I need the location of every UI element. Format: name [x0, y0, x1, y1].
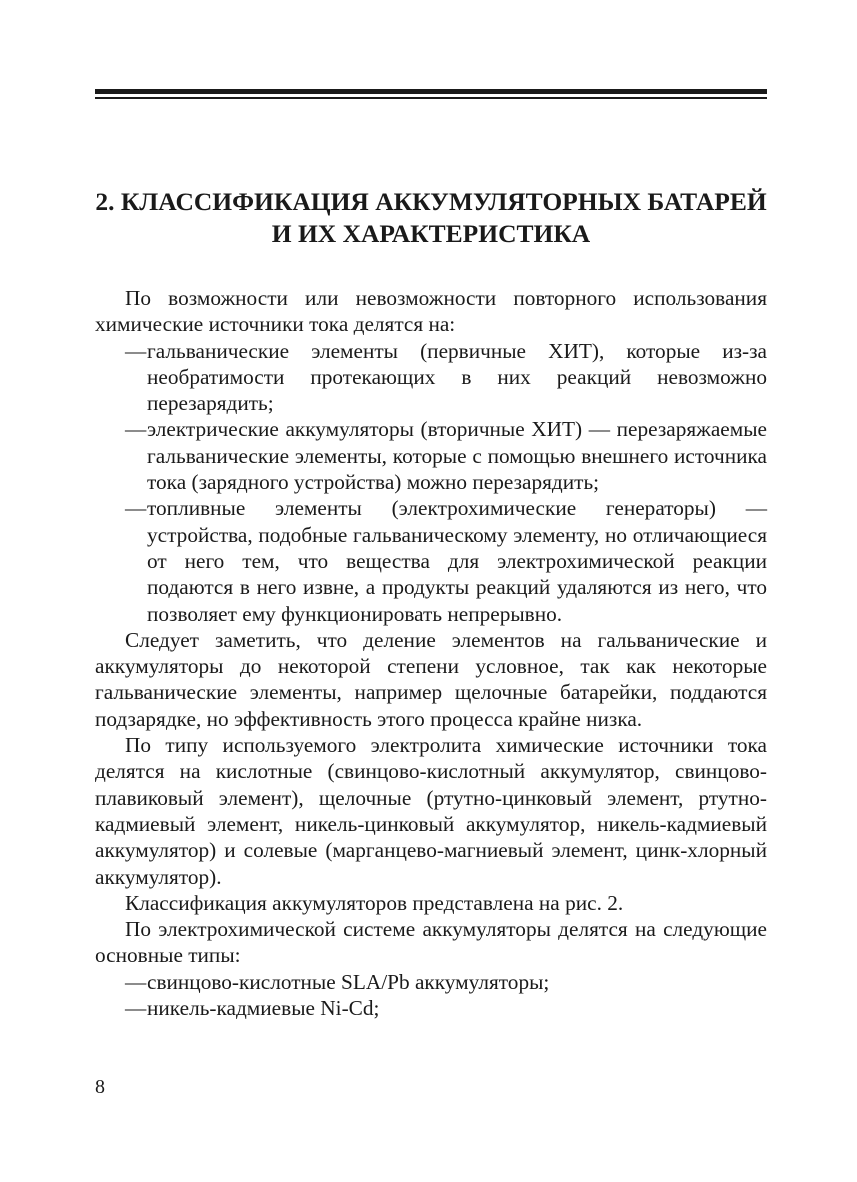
- chapter-title-line-1: 2. КЛАССИФИКАЦИЯ АККУМУЛЯТОРНЫХ БАТАРЕЙ: [95, 187, 767, 216]
- list-item-text: электрические аккумуляторы (вторичные ХИТ) — перезаряжаемые гальванические элементы, которые с помощью внешнего источника тока (зарядного устройства) можно перезарядить;: [147, 417, 767, 495]
- paragraph-figure-reference: Классификация аккумуляторов представлена на рис. 2.: [125, 890, 624, 915]
- list-item: [95, 495, 767, 626]
- list-item-text: свинцово-кислотные SLA/Pb аккумуляторы;: [147, 969, 550, 994]
- dash-marker: —: [125, 417, 147, 442]
- dash-marker: —: [125, 496, 147, 521]
- dash-marker: —: [125, 969, 147, 994]
- list-item: [95, 995, 767, 1021]
- paragraph-electrolyte-types: По типу используемого электролита химические источники тока делятся на кислотные (свинцово-кислотный аккумулятор, свинцово-плавиковый элемент), щелочные (ртутно-цинковый элемент, ртутно-кадмиевый элемент, никель-цинковый аккумулятор, никель-кадмиевый аккумулятор) и солевые (марганцево-магниевый элемент, цинк-хлорный аккумулятор).: [95, 733, 767, 889]
- chapter-title-line-2: И ИХ ХАРАКТЕРИСТИКА: [271, 219, 591, 248]
- battery-type-list: [95, 969, 767, 1022]
- dash-marker: —: [125, 996, 147, 1021]
- source-type-list: [95, 338, 767, 627]
- chapter-body: [95, 285, 767, 1021]
- chapter-title: [95, 186, 767, 250]
- header-rule-thick: [95, 89, 767, 94]
- header-rule-thin: [95, 97, 767, 99]
- paragraph-conditional-division: Следует заметить, что деление элементов на гальванические и аккумуляторы до некоторой степени условное, так как некоторые гальванические элементы, например щелочные батарейки, поддаются подзарядке, но эффективность этого процесса крайне низка.: [95, 627, 767, 731]
- paragraph-electrochemical-system: По электрохимической системе аккумуляторы делятся на следующие основные типы:: [95, 917, 767, 968]
- page-number: 8: [95, 1076, 105, 1098]
- intro-paragraph: По возможности или невозможности повторного использования химические источники тока делятся на:: [95, 286, 767, 337]
- list-item: [95, 338, 767, 417]
- dash-marker: —: [125, 338, 147, 363]
- list-item-text: никель-кадмиевые Ni-Cd;: [147, 996, 380, 1021]
- list-item-text: топливные элементы (электрохимические генераторы) — устройства, подобные гальваническому элементу, но отличающиеся от него тем, что вещества для электрохимической реакции подаются в него извне, а продукты реакций удаляются из него, что позволяет ему функционировать непрерывно.: [147, 496, 767, 626]
- list-item-text: гальванические элементы (первичные ХИТ), которые из-за необратимости протекающих в них реакций невозможно перезарядить;: [147, 338, 767, 416]
- list-item: [95, 416, 767, 495]
- list-item: [95, 969, 767, 995]
